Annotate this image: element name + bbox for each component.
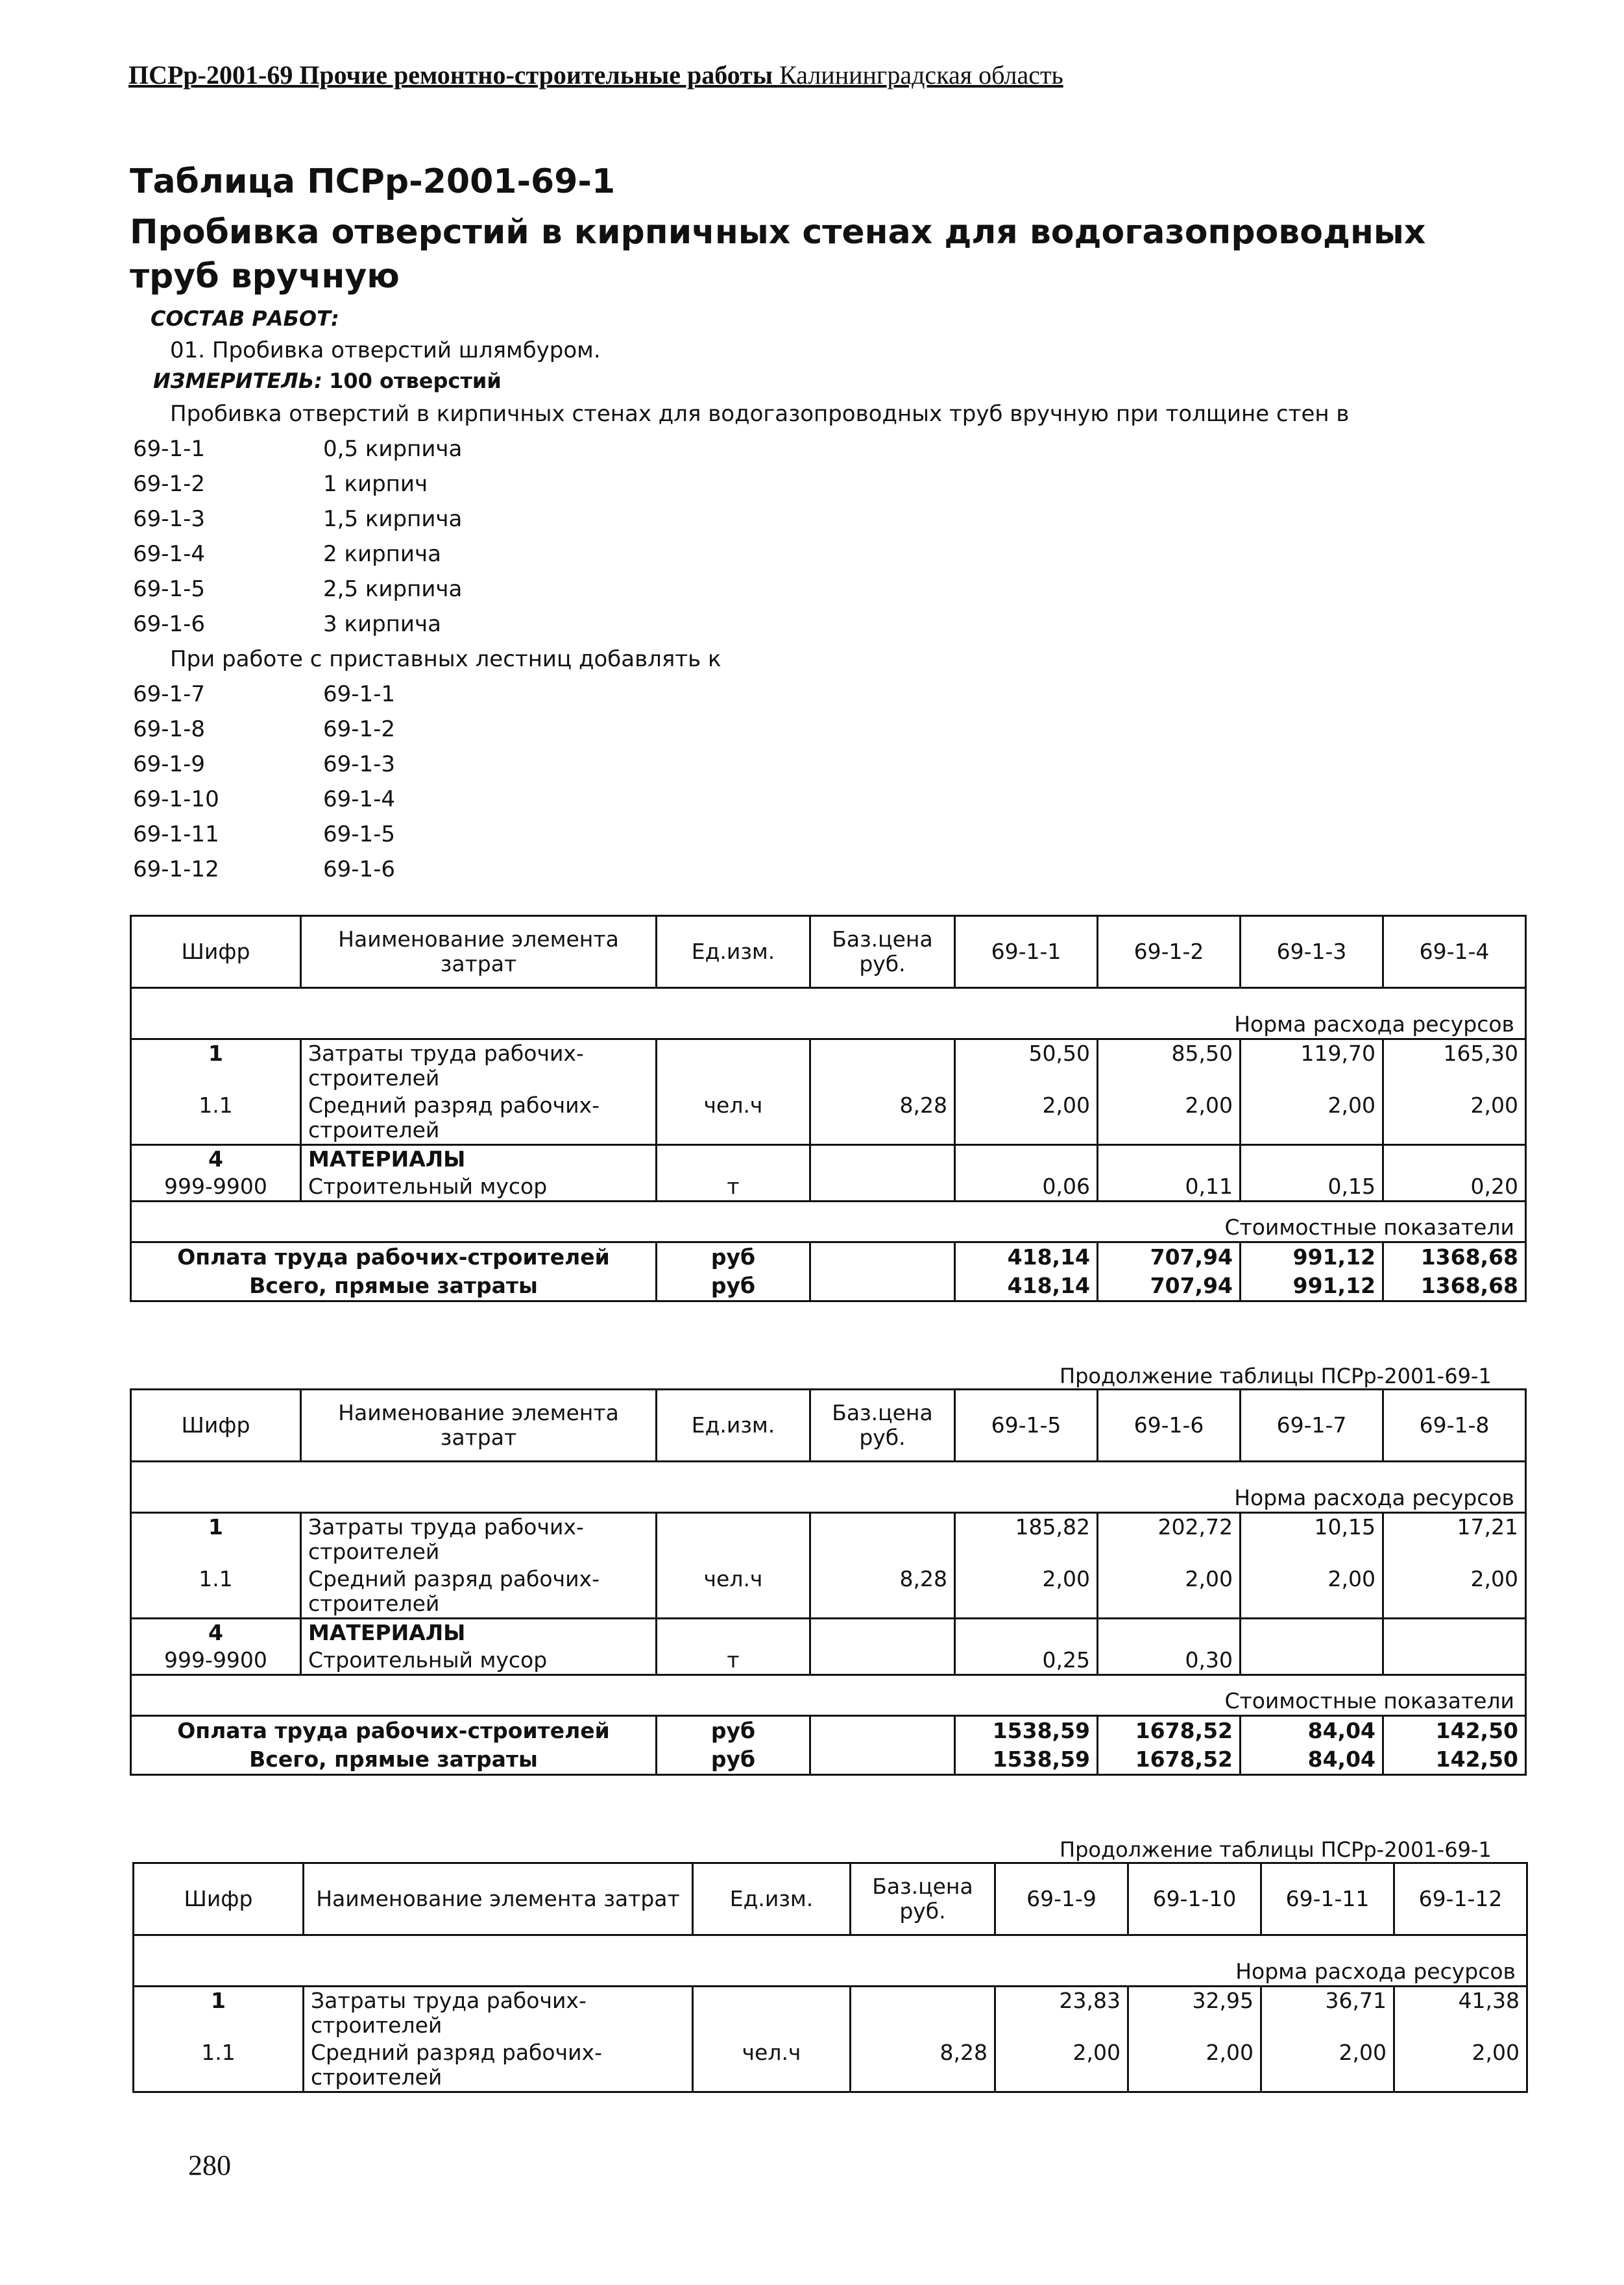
item-desc: 1,5 кирпича [323, 506, 463, 532]
row-price: 8,28 [851, 2039, 995, 2092]
resource-table-1 [130, 915, 1527, 1302]
header-unit: Ед.изм. [693, 1863, 851, 1935]
value-cell: 2,00 [1261, 2039, 1394, 2092]
value-cell: 50,50 [955, 1039, 1098, 1093]
row-name: Затраты труда рабочих-строителей [301, 1039, 657, 1093]
value-cell: 0,06 [955, 1173, 1098, 1202]
row-unit: т [657, 1173, 810, 1202]
ladder-ref: 69-1-3 [323, 751, 396, 777]
section-costs: Стоимостные показатели [131, 1675, 1526, 1716]
value-cell: 2,00 [995, 2039, 1128, 2092]
row-code: 1.1 [131, 1092, 301, 1145]
page-number: 280 [188, 2149, 231, 2181]
header-col: 69-1-6 [1098, 1390, 1241, 1462]
intro-text: Пробивка отверстий в кирпичных стенах для водогазопроводных труб вручную при толщине стен в [170, 401, 1350, 427]
row-unit: чел.ч [693, 2039, 851, 2092]
table-title: Таблица ПСРр-2001-69-1 [130, 162, 616, 201]
table-row [131, 1039, 1526, 1093]
item-code: 69-1-6 [133, 611, 206, 637]
table-row [134, 2039, 1527, 2092]
row-name: Средний разряд рабочих-строителей [301, 1092, 657, 1145]
ladder-ref: 69-1-2 [323, 716, 396, 742]
section-norms: Норма расхода ресурсов [131, 1462, 1526, 1513]
value-cell: 119,70 [1241, 1039, 1383, 1093]
value-cell: 418,14 [955, 1242, 1098, 1272]
item-desc: 0,5 кирпича [323, 436, 463, 462]
value-cell: 418,14 [955, 1272, 1098, 1301]
item-desc: 1 кирпич [323, 471, 428, 497]
row-name: Затраты труда рабочих-строителей [301, 1513, 657, 1566]
row-code: 1 [134, 1987, 304, 2040]
row-code: 4 [131, 1619, 301, 1647]
header-col: 69-1-5 [955, 1390, 1098, 1462]
header-unit: Ед.изм. [657, 1390, 810, 1462]
value-cell: 2,00 [955, 1092, 1098, 1145]
resource-table-3 [132, 1862, 1528, 2093]
value-cell: 0,15 [1241, 1173, 1383, 1202]
resource-table-2 [130, 1388, 1527, 1776]
value-cell: 165,30 [1383, 1039, 1526, 1093]
row-unit: руб [657, 1242, 810, 1272]
row-price: 8,28 [810, 1566, 955, 1619]
value-cell [1383, 1647, 1526, 1675]
header-name: Наименование элемента затрат [304, 1863, 693, 1935]
value-cell: 1368,68 [1383, 1242, 1526, 1272]
row-unit: т [657, 1647, 810, 1675]
value-cell: 142,50 [1383, 1745, 1526, 1775]
value-cell: 23,83 [995, 1987, 1128, 2040]
value-cell: 2,00 [1241, 1566, 1383, 1619]
row-code: 1.1 [134, 2039, 304, 2092]
header-col: 69-1-1 [955, 916, 1098, 988]
row-code: 1.1 [131, 1566, 301, 1619]
row-name: Всего, прямые затраты [131, 1745, 657, 1775]
header-col: 69-1-8 [1383, 1390, 1526, 1462]
row-code: 999-9900 [131, 1647, 301, 1675]
header-name: Наименование элемента затрат [301, 1390, 657, 1462]
header-col: 69-1-11 [1261, 1863, 1394, 1935]
row-name: Затраты труда рабочих-строителей [304, 1987, 693, 2040]
row-name: Средний разряд рабочих-строителей [301, 1566, 657, 1619]
header-cipher: Шифр [131, 916, 301, 988]
row-name: Оплата труда рабочих-строителей [131, 1242, 657, 1272]
continuation-note: Продолжение таблицы ПСРр-2001-69-1 [1060, 1837, 1492, 1862]
header-code: ПСРр-2001-69 Прочие ремонтно-строительные работы [128, 60, 773, 90]
table-row [131, 1242, 1526, 1272]
value-cell: 707,94 [1098, 1242, 1241, 1272]
value-cell: 185,82 [955, 1513, 1098, 1566]
header-unit: Ед.изм. [657, 916, 810, 988]
ladder-code: 69-1-9 [133, 751, 206, 777]
ladder-code: 69-1-10 [133, 786, 219, 812]
header-region: Калининградская область [779, 60, 1063, 90]
row-name: Строительный мусор [301, 1173, 657, 1202]
value-cell: 202,72 [1098, 1513, 1241, 1566]
row-unit: руб [657, 1716, 810, 1746]
row-unit: руб [657, 1745, 810, 1775]
value-cell: 85,50 [1098, 1039, 1241, 1093]
table-row [134, 1987, 1527, 2040]
value-cell: 142,50 [1383, 1716, 1526, 1746]
value-cell: 2,00 [1383, 1092, 1526, 1145]
header-cipher: Шифр [131, 1390, 301, 1462]
row-code: 1 [131, 1513, 301, 1566]
ladder-code: 69-1-12 [133, 856, 219, 882]
item-desc: 2 кирпича [323, 541, 441, 567]
header-col: 69-1-2 [1098, 916, 1241, 988]
value-cell: 707,94 [1098, 1272, 1241, 1301]
header-col: 69-1-10 [1128, 1863, 1261, 1935]
header-price: Баз.цена руб. [851, 1863, 995, 1935]
ladder-ref: 69-1-5 [323, 821, 396, 847]
item-code: 69-1-3 [133, 506, 206, 532]
table-row [131, 1566, 1526, 1619]
value-cell: 84,04 [1241, 1716, 1383, 1746]
table-subtitle: Пробивка отверстий в кирпичных стенах для водогазопроводных труб вручную [130, 213, 1426, 296]
table-row [131, 1272, 1526, 1301]
row-code: 1 [131, 1039, 301, 1093]
value-cell: 41,38 [1394, 1987, 1527, 2040]
ladder-intro: При работе с приставных лестниц добавлять к [170, 646, 721, 672]
ladder-code: 69-1-8 [133, 716, 206, 742]
section-norms: Норма расхода ресурсов [131, 988, 1526, 1039]
header-price: Баз.цена руб. [810, 1390, 955, 1462]
header-price: Баз.цена руб. [810, 916, 955, 988]
header-col: 69-1-7 [1241, 1390, 1383, 1462]
value-cell: 0,20 [1383, 1173, 1526, 1202]
ladder-ref: 69-1-1 [323, 681, 396, 707]
table-row [131, 1745, 1526, 1775]
table-row [131, 1173, 1526, 1202]
value-cell: 1678,52 [1098, 1716, 1241, 1746]
item-desc: 2,5 кирпича [323, 576, 463, 602]
row-name: Средний разряд рабочих-строителей [304, 2039, 693, 2092]
item-code: 69-1-2 [133, 471, 206, 497]
row-name: Оплата труда рабочих-строителей [131, 1716, 657, 1746]
section-norms: Норма расхода ресурсов [134, 1935, 1527, 1987]
table-row [131, 1513, 1526, 1566]
value-cell: 10,15 [1241, 1513, 1383, 1566]
value-cell: 1538,59 [955, 1716, 1098, 1746]
item-code: 69-1-1 [133, 436, 206, 462]
continuation-note: Продолжение таблицы ПСРр-2001-69-1 [1060, 1364, 1492, 1388]
value-cell: 991,12 [1241, 1242, 1383, 1272]
table-row [131, 1716, 1526, 1746]
row-name: Строительный мусор [301, 1647, 657, 1675]
row-unit: чел.ч [657, 1566, 810, 1619]
ladder-ref: 69-1-6 [323, 856, 396, 882]
row-name: МАТЕРИАЛЫ [301, 1145, 657, 1174]
meter-line [153, 369, 502, 393]
header-name: Наименование элемента затрат [301, 916, 657, 988]
value-cell: 1678,52 [1098, 1745, 1241, 1775]
item-code: 69-1-4 [133, 541, 206, 567]
row-name: Всего, прямые затраты [131, 1272, 657, 1301]
value-cell: 2,00 [1394, 2039, 1527, 2092]
value-cell: 2,00 [955, 1566, 1098, 1619]
value-cell: 0,25 [955, 1647, 1098, 1675]
value-cell: 2,00 [1241, 1092, 1383, 1145]
row-unit: руб [657, 1272, 810, 1301]
table-row [131, 1619, 1526, 1647]
ladder-ref: 69-1-4 [323, 786, 396, 812]
value-cell: 2,00 [1098, 1092, 1241, 1145]
value-cell: 32,95 [1128, 1987, 1261, 2040]
table-row [131, 1145, 1526, 1174]
value-cell: 1368,68 [1383, 1272, 1526, 1301]
value-cell: 17,21 [1383, 1513, 1526, 1566]
row-code: 999-9900 [131, 1173, 301, 1202]
header-col: 69-1-3 [1241, 916, 1383, 988]
section-costs: Стоимостные показатели [131, 1202, 1526, 1242]
value-cell [1241, 1647, 1383, 1675]
ladder-code: 69-1-7 [133, 681, 206, 707]
header-cipher: Шифр [134, 1863, 304, 1935]
value-cell: 0,30 [1098, 1647, 1241, 1675]
value-cell: 991,12 [1241, 1272, 1383, 1301]
meter-value: 100 отверстий [329, 369, 502, 393]
value-cell: 36,71 [1261, 1987, 1394, 2040]
value-cell: 2,00 [1098, 1566, 1241, 1619]
row-name: МАТЕРИАЛЫ [301, 1619, 657, 1647]
row-price: 8,28 [810, 1092, 955, 1145]
row-code: 4 [131, 1145, 301, 1174]
composition-label: СОСТАВ РАБОТ: [151, 306, 339, 331]
value-cell: 0,11 [1098, 1173, 1241, 1202]
value-cell: 1538,59 [955, 1745, 1098, 1775]
value-cell: 84,04 [1241, 1745, 1383, 1775]
meter-label: ИЗМЕРИТЕЛЬ: [153, 369, 322, 393]
header-col: 69-1-12 [1394, 1863, 1527, 1935]
table-row [131, 1092, 1526, 1145]
header-col: 69-1-4 [1383, 916, 1526, 988]
item-code: 69-1-5 [133, 576, 206, 602]
composition-item: 01. Пробивка отверстий шлямбуром. [170, 337, 601, 363]
value-cell: 2,00 [1383, 1566, 1526, 1619]
item-desc: 3 кирпича [323, 611, 441, 637]
running-header [128, 60, 1063, 90]
ladder-code: 69-1-11 [133, 821, 219, 847]
header-col: 69-1-9 [995, 1863, 1128, 1935]
row-unit: чел.ч [657, 1092, 810, 1145]
table-row [131, 1647, 1526, 1675]
value-cell: 2,00 [1128, 2039, 1261, 2092]
